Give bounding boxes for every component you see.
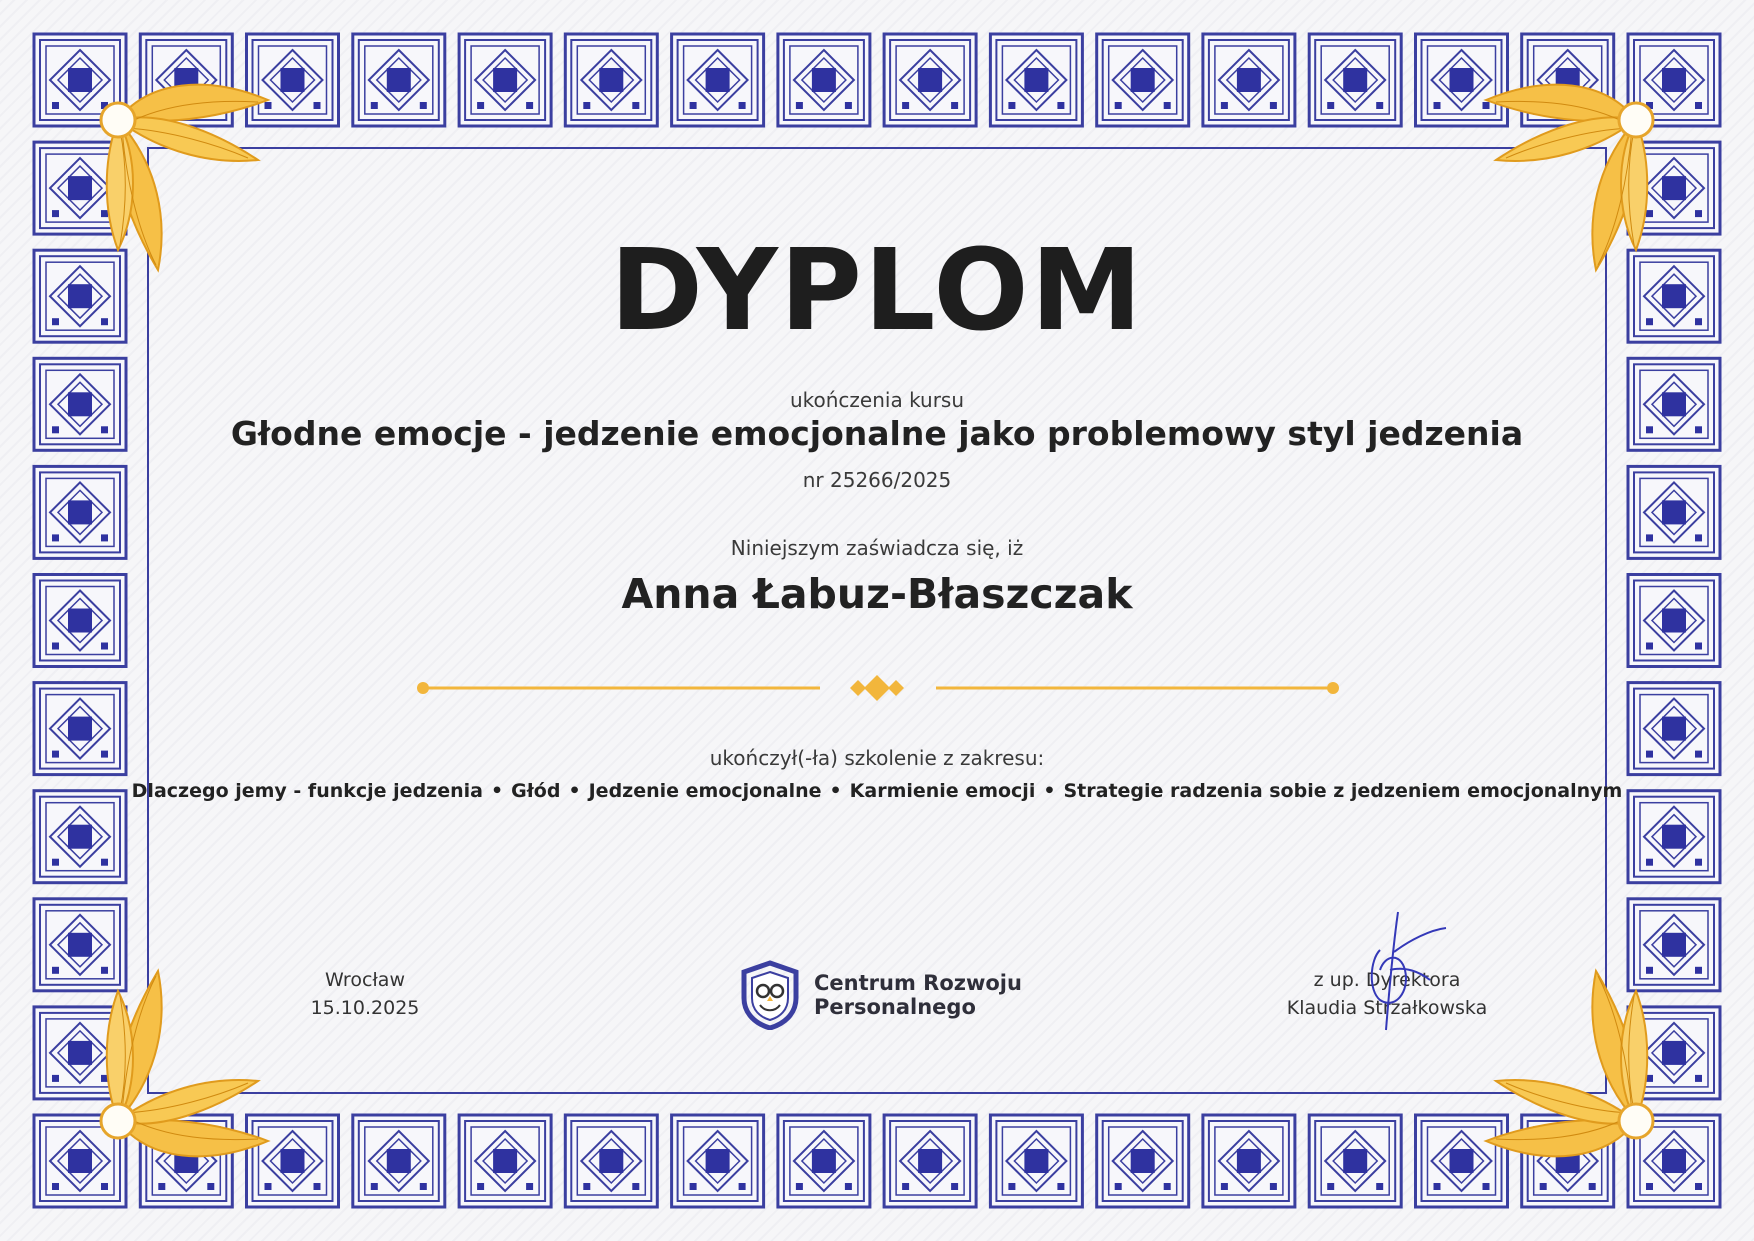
certify-text: Niniejszym zaświadcza się, iż: [730, 536, 1024, 560]
place: Wrocław: [325, 969, 405, 991]
border-tile: [34, 791, 126, 883]
topic-item: Dlaczego jemy - funkcje jedzenia: [131, 780, 483, 802]
border-tile: [1628, 899, 1720, 991]
border-tile: [1203, 1115, 1295, 1207]
border-tile: [672, 1115, 764, 1207]
topic-separator: •: [490, 780, 504, 802]
border-tile: [884, 34, 976, 126]
issue-date: 15.10.2025: [310, 997, 420, 1019]
gold-divider: [0, 668, 1754, 708]
topic-item: Strategie radzenia sobie z jedzeniem emocjonalnym: [1063, 780, 1623, 802]
logo-line-2: Personalnego: [814, 995, 976, 1019]
diploma-title: DYPLOM: [609, 226, 1145, 356]
border-tile: [1416, 1115, 1508, 1207]
diploma-subtitle: ukończenia kursu: [789, 388, 965, 412]
border-tile: [672, 34, 764, 126]
logo-line-1: Centrum Rozwoju: [814, 971, 1022, 995]
border-tile: [1416, 34, 1508, 126]
topic-item: Głód: [511, 780, 561, 802]
border-tile: [1097, 34, 1189, 126]
border-tile: [778, 34, 870, 126]
border-tile: [1203, 34, 1295, 126]
corner-flower-bottom-left: [101, 971, 268, 1156]
border-tile: [990, 34, 1082, 126]
place-date-block: [290, 966, 440, 1022]
topics-list: [0, 780, 1754, 802]
topic-separator: •: [829, 780, 842, 802]
border-tile: [1097, 1115, 1189, 1207]
completed-text: ukończył(-ła) szkolenie z zakresu:: [709, 746, 1045, 770]
certificate-number: nr 25266/2025: [802, 468, 952, 492]
border-tile: [459, 1115, 551, 1207]
border-tile: [1309, 34, 1401, 126]
topic-item: Karmienie emocji: [849, 780, 1036, 802]
signer-role: z up. Dyrektora: [1313, 969, 1461, 991]
course-name: Głodne emocje - jedzenie emocjonalne jako problemowy styl jedzenia: [230, 414, 1524, 453]
topic-separator: •: [568, 780, 581, 802]
border-tile: [34, 899, 126, 991]
topic-separator: •: [1043, 780, 1056, 802]
border-tile: [1628, 791, 1720, 883]
recipient-name: Anna Łabuz-Błaszczak: [621, 570, 1133, 618]
border-tile: [565, 1115, 657, 1207]
border-tile: [247, 34, 339, 126]
border-tile: [353, 1115, 445, 1207]
signer-name: Klaudia Strzałkowska: [1286, 997, 1488, 1019]
border-tile: [778, 1115, 870, 1207]
corner-flower-bottom-right: [1486, 971, 1653, 1156]
border-tile: [247, 1115, 339, 1207]
border-tile: [990, 1115, 1082, 1207]
border-tile: [1309, 1115, 1401, 1207]
border-tile: [565, 34, 657, 126]
organization-logo: [740, 960, 1022, 1030]
topic-item: Jedzenie emocjonalne: [588, 780, 822, 802]
handwritten-signature: [1350, 900, 1460, 1040]
owl-shield-logo-icon: [740, 960, 800, 1030]
border-tile: [884, 1115, 976, 1207]
border-tile: [459, 34, 551, 126]
border-tile: [353, 34, 445, 126]
